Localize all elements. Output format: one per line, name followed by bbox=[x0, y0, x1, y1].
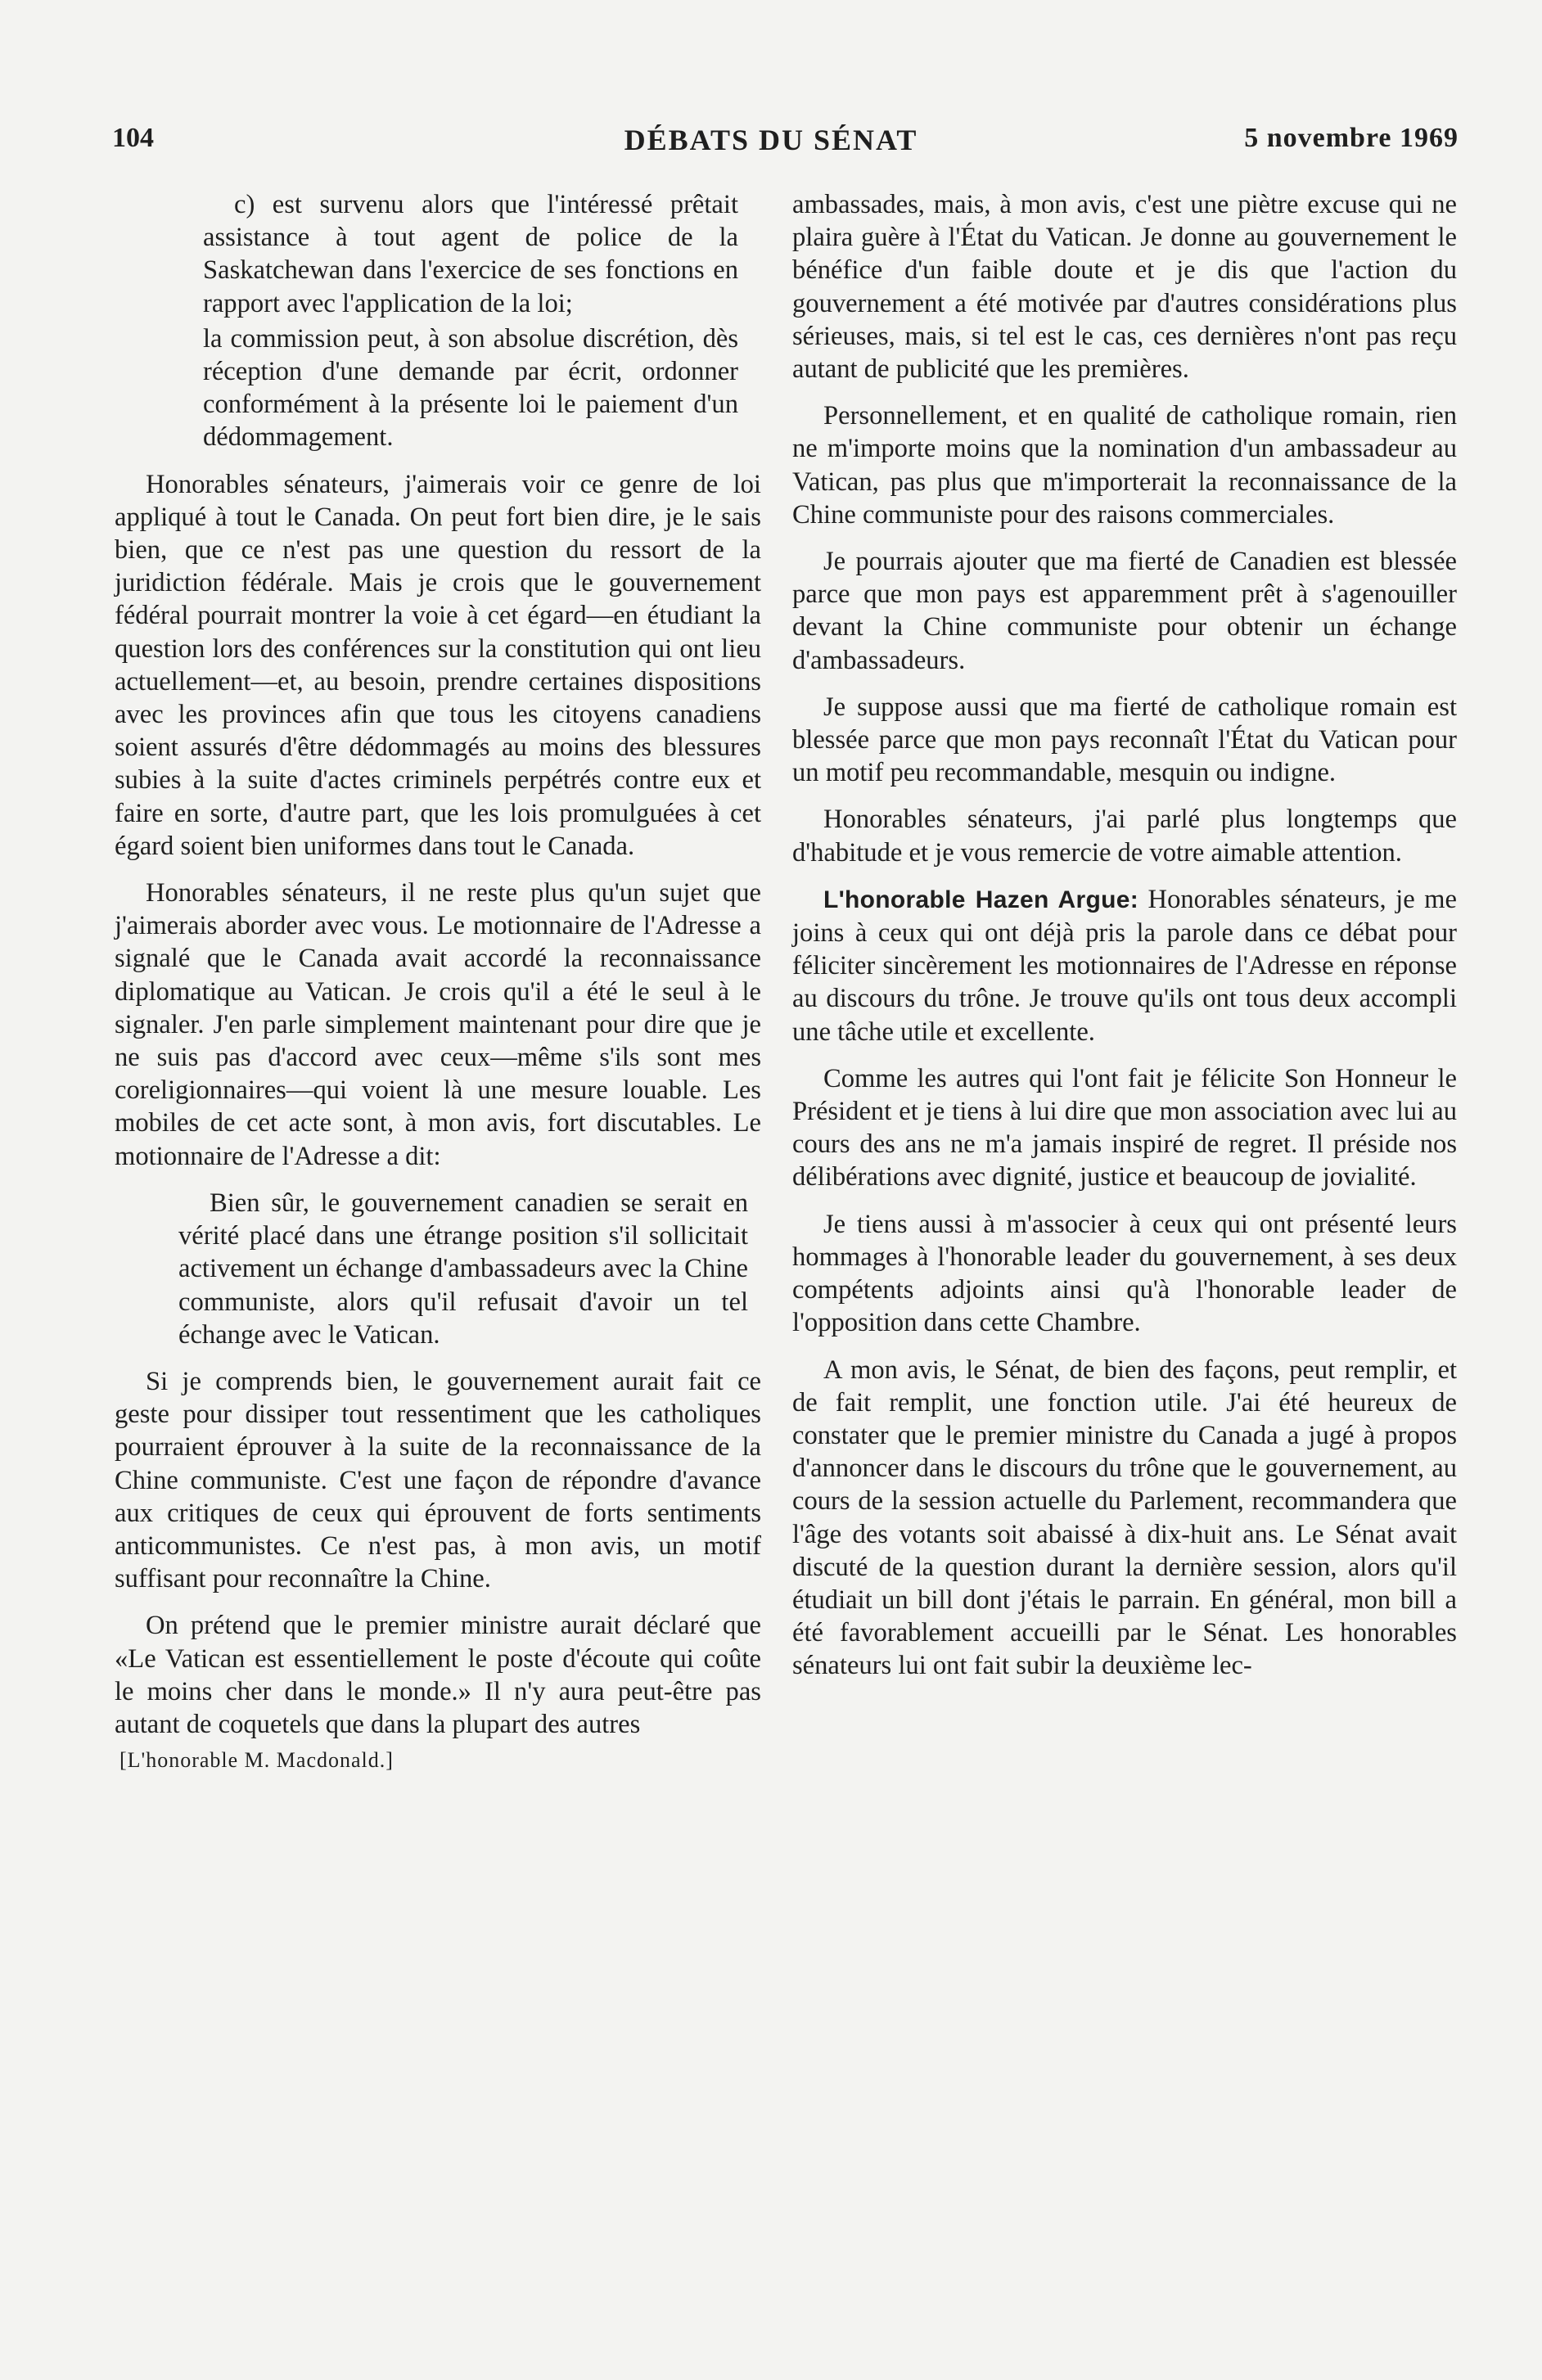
paragraph: Si je comprends bien, le gouvernement aurait fait ce geste pour dissiper tout ressentiment que les catholiques pourraient éprouver à la suite de la reconnaissance de la Chine communiste. C'est une façon de répondre d'avance aux critiques de ceux qui éprouvent de forts sentiments anticommunistes. Ce n'est pas, à mon avis, un motif suffisant pour reconnaître la Chine. bbox=[115, 1366, 761, 1594]
speaker-paragraph bbox=[792, 883, 1457, 1048]
paragraph: A mon avis, le Sénat, de bien des façons, peut remplir, et de fait remplit, une fonction utile. J'ai été heureux de constater que le premier ministre du Canada a jugé à propos d'annoncer dans le discours du trône que le gouvernement, au cours de la session actuelle du Parlement, recommandera que l'âge des votants soit abaissé à dix-huit ans. Le Sénat avait discuté de la question durant la dernière session, alors qu'il étudiait un bill dont j'étais le parrain. En général, mon bill a été favorablement accueilli par le Sénat. Les honorables sénateurs lui ont fait subir la deuxième lec- bbox=[792, 1355, 1457, 1681]
paragraph: Je pourrais ajouter que ma fierté de Canadien est blessée parce que mon pays est apparemment prêt à s'agenouiller devant la Chine communiste pour obtenir un échange d'ambassadeurs. bbox=[792, 547, 1457, 675]
paragraph: Honorables sénateurs, il ne reste plus qu'un sujet que j'aimerais aborder avec vous. Le motionnaire de l'Adresse a signalé que le Canada avait accordé la reconnaissance diplomatique au Vatican. Je crois qu'il a été le seul à le signaler. J'en parle simplement maintenant pour dire que je ne suis pas d'accord avec ceux—même s'ils sont mes coreligionnaires—qui voient là une mesure louable. Les mobiles de cet acte sont, à mon avis, fort discutables. Le motionnaire de l'Adresse a dit: bbox=[115, 878, 761, 1171]
quoted-motionnaire bbox=[115, 1187, 761, 1351]
page-header bbox=[0, 123, 1542, 172]
paragraph: Comme les autres qui l'ont fait je félicite Son Honneur le Président et je tiens à lui dire que mon association avec lui au cours des ans ne m'a jamais inspiré de regret. Il préside nos délibérations avec dignité, justice et beaucoup de jovialité. bbox=[792, 1063, 1457, 1192]
speech-text: Honorables sénateurs, je me joins à ceux qui ont déjà pris la parole dans ce débat pour féliciter sincèrement les motionnaires de l'Adresse en réponse au discours du trône. Je trouve qu'ils ont tous deux accompli une tâche utile et excellente. bbox=[792, 884, 1457, 1047]
speaker-name: L'honorable Hazen Argue: bbox=[823, 886, 1139, 913]
paragraph: Je tiens aussi à m'associer à ceux qui ont présenté leurs hommages à l'honorable leader du gouvernement, à ses deux compétents adjoints ainsi qu'à l'honorable leader de l'opposition dans cette Chambre. bbox=[792, 1209, 1457, 1338]
paragraph: Personnellement, et en qualité de catholique romain, rien ne m'importe moins que la nomination d'un ambassadeur au Vatican, pas plus que m'importerait la reconnaissance de la Chine communiste pour des raisons commerciales. bbox=[792, 401, 1457, 530]
quoted-law-excerpt bbox=[115, 188, 761, 454]
right-column bbox=[792, 188, 1457, 1697]
speaker-attribution: [L'honorable M. Macdonald.] bbox=[119, 1748, 394, 1773]
page-number: 104 bbox=[112, 123, 154, 153]
paragraph: Honorables sénateurs, j'aimerais voir ce genre de loi appliqué à tout le Canada. On peut fort bien dire, je le sais bien, que ce n'est pas une question du ressort de la juridiction fédérale. Mais je crois que le gouvernement fédéral pourrait montrer la voie à cet égard—en étudiant la question lors des conférences sur la constitution qui ont lieu actuellement—et, au besoin, prendre certaines dispositions avec les provinces afin que tous les citoyens canadiens soient assurés d'être dédommagés au moins des blessures subies à la suite d'actes criminels perpétrés contre eux et faire en sorte, d'autre part, que les lois promulguées à cet égard soient bien uniformes dans tout le Canada. bbox=[115, 469, 761, 861]
header-date: 5 novembre 1969 bbox=[1244, 123, 1459, 153]
paragraph: Je suppose aussi que ma fierté de catholique romain est blessée parce que mon pays reconnaît l'État du Vatican pour un motif peu recommandable, mesquin ou indigne. bbox=[792, 692, 1457, 788]
running-title: DÉBATS DU SÉNAT bbox=[624, 124, 918, 156]
left-column bbox=[115, 188, 761, 1777]
paragraph: On prétend que le premier ministre aurait déclaré que «Le Vatican est essentiellement le poste d'écoute qui coûte le moins cher dans le monde.» Il n'y aura peut-être pas autant de coquetels que dans la plupart des autres bbox=[115, 1611, 761, 1739]
quote-commission: la commission peut, à son absolue discrétion, dès réception d'une demande par écrit, ordonner conformément à la présente loi le paiement d'un dédommagement. bbox=[203, 323, 738, 453]
paragraph: Honorables sénateurs, j'ai parlé plus longtemps que d'habitude et je vous remercie de votre aimable attention. bbox=[792, 805, 1457, 868]
quote-text: Bien sûr, le gouvernement canadien se serait en vérité placé dans une étrange position s'il sollicitait activement un échange d'ambassadeurs avec la Chine communiste, alors qu'il refusait d'avoir un tel échange avec le Vatican. bbox=[178, 1188, 748, 1350]
paragraph: ambassades, mais, à mon avis, c'est une piètre excuse qui ne plaira guère à l'État du Vatican. Je donne au gouvernement le bénéfice d'un faible doute et je dis que l'action du gouvernement a été motivée par d'autres considérations plus sérieuses, mais, si tel est le cas, ces dernières n'ont pas reçu autant de publicité que les premières. bbox=[792, 190, 1457, 385]
quote-item-c: c) est survenu alors que l'intéressé prêtait assistance à tout agent de police de la Saskatchewan dans l'exercice de ses fonctions en rapport avec l'application de la loi; bbox=[203, 190, 738, 318]
